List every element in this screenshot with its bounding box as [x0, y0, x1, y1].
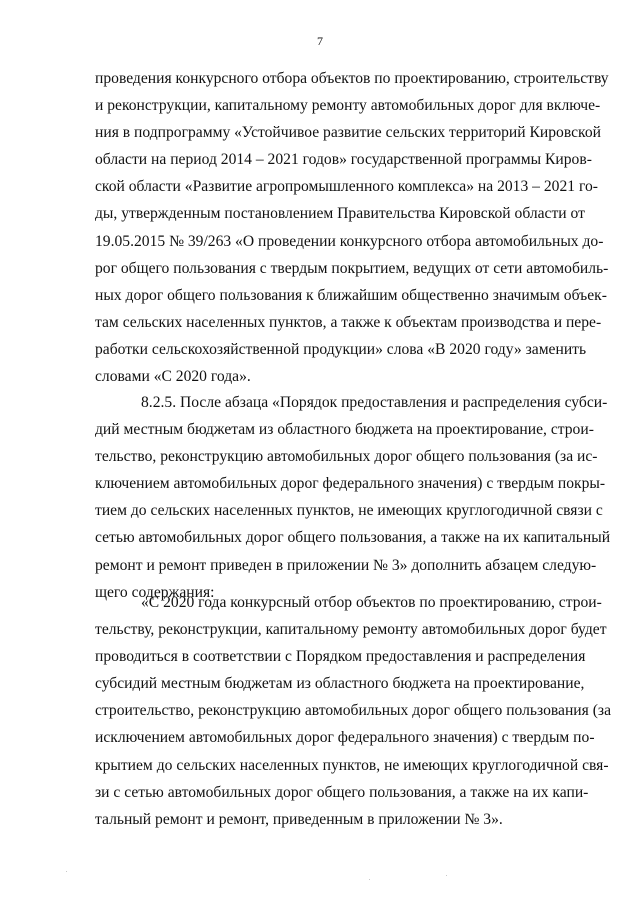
scan-speck	[369, 879, 370, 880]
text-line: тельству, реконструкции, капитальному ремонту автомобильных дорог будет	[95, 621, 607, 639]
text-line: зи с сетью автомобильных дорог общего пользования, а также на их капи-	[95, 783, 589, 801]
text-line: ской области «Развитие агропромышленного комплекса» на 2013 – 2021 го-	[95, 178, 598, 196]
paragraph-1	[95, 65, 609, 390]
text-line: работки сельскохозяйственной продукции» слова «В 2020 году» заменить	[95, 340, 587, 358]
text-line: строительство, реконструкцию автомобильных дорог общего пользования (за	[95, 702, 612, 720]
paragraph-3	[95, 589, 612, 833]
text-line: проведения конкурсного отбора объектов по проектированию, строительству	[95, 70, 609, 87]
text-line: «С 2020 года конкурсный отбор объектов по проектированию, строи-	[141, 594, 602, 611]
text-line: дий местным бюджетам из областного бюджета на проектирование, строи-	[95, 421, 594, 439]
text-line: рог общего пользования с твердым покрытием, ведущих от сети автомобиль-	[95, 259, 609, 277]
text-line: тальный ремонт и ремонт, приведенным в приложении № 3».	[95, 810, 503, 828]
text-line: тельство, реконструкцию автомобильных дорог общего пользования (за ис-	[95, 448, 598, 466]
text-line: ных дорог общего пользования к ближайшим общественно значимым объек-	[95, 286, 607, 304]
paragraph-2	[95, 389, 611, 606]
text-line: ды, утвержденным постановлением Правительства Кировской области от	[95, 205, 585, 223]
text-line: там сельских населенных пунктов, а также к объектам производства и пере-	[95, 313, 602, 331]
text-line: 8.2.5. После абзаца «Порядок предоставления и распределения субси-	[141, 394, 608, 411]
text-line: проводиться в соответствии с Порядком предоставления и распределения	[95, 648, 586, 666]
text-line: словами «С 2020 года».	[95, 368, 251, 386]
text-line: 19.05.2015 № 39/263 «О проведении конкурсного отбора автомобильных до-	[95, 232, 604, 250]
text-line: щего содержания:	[95, 583, 215, 601]
text-line: и реконструкции, капитальному ремонту автомобильных дорог для включе-	[95, 97, 601, 115]
scan-speck	[66, 871, 67, 872]
text-line: сетью автомобильных дорог общего пользования, а также на их капитальный	[95, 529, 611, 547]
text-line: крытием до сельских населенных пунктов, не имеющих круглогодичной свя-	[95, 756, 609, 774]
scan-speck	[446, 875, 447, 876]
text-line: ремонт и ремонт приведен в приложении № 3» дополнить абзацем следую-	[95, 556, 597, 574]
text-line: субсидий местным бюджетам из областного бюджета на проектирование,	[95, 675, 585, 693]
page-number: 7	[317, 34, 323, 48]
text-line: исключением автомобильных дорог федерального значения) с твердым по-	[95, 729, 595, 747]
text-line: области на период 2014 – 2021 годов» государственной программы Киров-	[95, 151, 592, 169]
text-line: ключением автомобильных дорог федерального значения) с твердым покры-	[95, 475, 606, 493]
text-line: ния в подпрограмму «Устойчивое развитие сельских территорий Кировской	[95, 124, 601, 142]
text-line: тием до сельских населенных пунктов, не имеющих круглогодичной связи с	[95, 502, 603, 520]
